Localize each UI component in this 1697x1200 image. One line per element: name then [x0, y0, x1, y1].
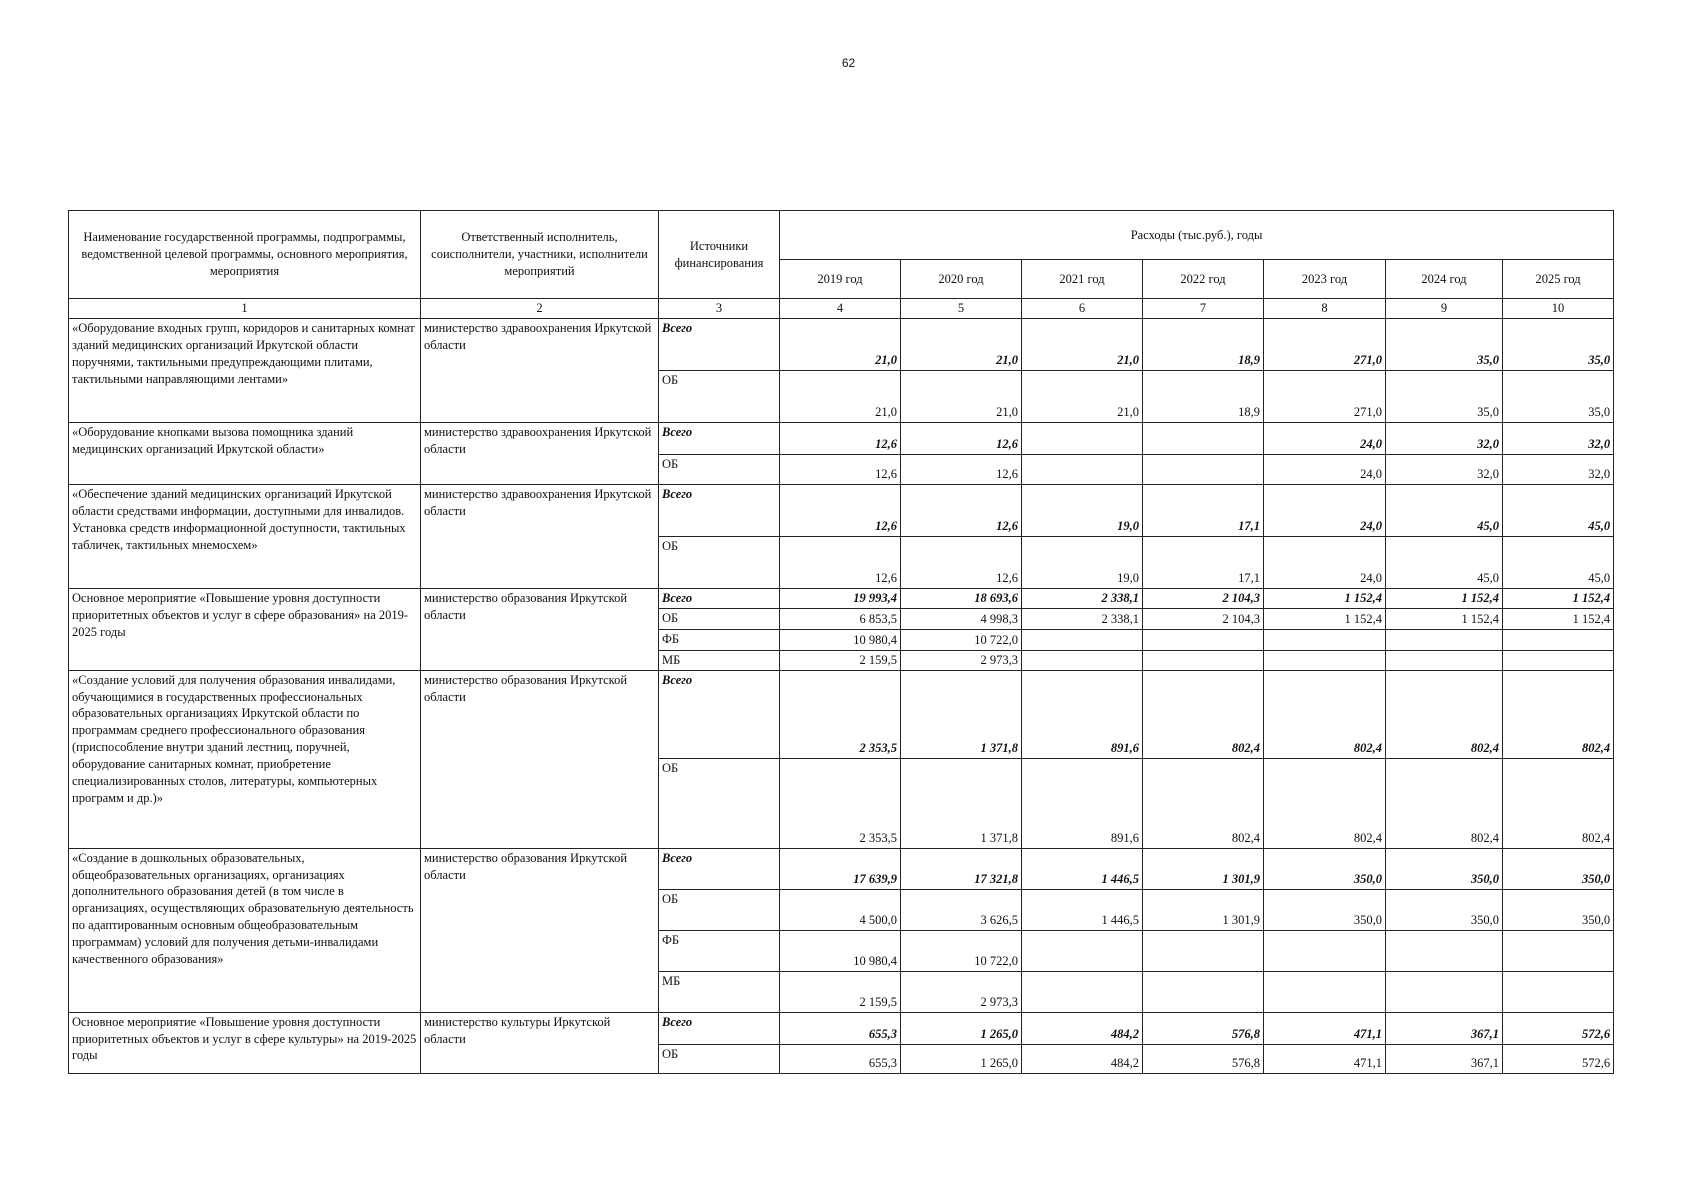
expense-value: 35,0 — [1503, 318, 1614, 370]
expense-value: 21,0 — [901, 370, 1022, 422]
expense-value: 484,2 — [1022, 1012, 1143, 1044]
expense-value: 12,6 — [780, 454, 901, 484]
funding-source: ФБ — [659, 930, 780, 971]
column-number: 2 — [421, 299, 659, 319]
expense-value: 1 152,4 — [1386, 588, 1503, 608]
expense-value — [1022, 422, 1143, 454]
expense-value: 802,4 — [1264, 670, 1386, 758]
expense-value: 32,0 — [1503, 454, 1614, 484]
expense-value — [1503, 971, 1614, 1012]
event-name: «Создание условий для получения образования инвалидами, обучающимися в государственных профессиональных образовательных организациях Иркутской области по программам среднего профессионального образования (приспособление внутри зданий лестниц, поручней, оборудование санитарных комнат, приобретение специализированных столов, литературы, компьютерных программ и др.)» — [69, 670, 421, 848]
expense-value: 12,6 — [780, 484, 901, 536]
expense-value: 32,0 — [1503, 422, 1614, 454]
expense-value: 35,0 — [1503, 370, 1614, 422]
executor: министерство здравоохранения Иркутской области — [421, 484, 659, 588]
expense-value: 350,0 — [1386, 848, 1503, 889]
expense-value: 2 338,1 — [1022, 588, 1143, 608]
expense-value: 35,0 — [1386, 370, 1503, 422]
expense-value: 1 152,4 — [1503, 588, 1614, 608]
expense-value: 350,0 — [1386, 889, 1503, 930]
header-year: 2021 год — [1022, 260, 1143, 299]
expense-value: 19,0 — [1022, 484, 1143, 536]
expense-value: 45,0 — [1386, 536, 1503, 588]
expense-value: 32,0 — [1386, 422, 1503, 454]
expense-value: 891,6 — [1022, 670, 1143, 758]
funding-source: МБ — [659, 650, 780, 670]
column-number: 10 — [1503, 299, 1614, 319]
header-expenses: Расходы (тыс.руб.), годы — [780, 211, 1614, 260]
event-name: «Создание в дошкольных образовательных, общеобразовательных организациях, организациях дополнительного образования детей (в том числе в организациях, осуществляющих образовательную деятельность по адаптированным основным общеобразовательным программам) условий для получения детьми-инвалидами качественного образования» — [69, 848, 421, 1012]
header-source-column: Источники финансирования — [659, 211, 780, 299]
expense-value: 17,1 — [1143, 484, 1264, 536]
table-row — [69, 422, 1614, 454]
expense-value: 10 722,0 — [901, 629, 1022, 650]
expense-value: 17 321,8 — [901, 848, 1022, 889]
expense-value: 35,0 — [1386, 318, 1503, 370]
expense-value: 1 301,9 — [1143, 889, 1264, 930]
executor: министерство образования Иркутской области — [421, 588, 659, 670]
expense-value: 19 993,4 — [780, 588, 901, 608]
event-name: «Оборудование кнопками вызова помощника зданий медицинских организаций Иркутской области» — [69, 422, 421, 484]
expense-value: 45,0 — [1503, 536, 1614, 588]
expense-value: 32,0 — [1386, 454, 1503, 484]
table-row — [69, 588, 1614, 608]
expense-value: 4 998,3 — [901, 608, 1022, 629]
expense-value — [1264, 971, 1386, 1012]
table-row — [69, 848, 1614, 889]
budget-table — [68, 210, 1614, 1074]
funding-source: Всего — [659, 318, 780, 370]
expense-value: 21,0 — [1022, 318, 1143, 370]
expense-value: 24,0 — [1264, 422, 1386, 454]
expense-value — [1264, 650, 1386, 670]
expense-value: 1 301,9 — [1143, 848, 1264, 889]
expense-value: 484,2 — [1022, 1044, 1143, 1073]
funding-source: ОБ — [659, 536, 780, 588]
table-row — [69, 1012, 1614, 1044]
expense-value: 21,0 — [780, 318, 901, 370]
expense-value — [1386, 650, 1503, 670]
expense-value: 21,0 — [901, 318, 1022, 370]
expense-value: 1 265,0 — [901, 1012, 1022, 1044]
expense-value: 572,6 — [1503, 1012, 1614, 1044]
funding-source: ОБ — [659, 1044, 780, 1073]
funding-source: Всего — [659, 670, 780, 758]
event-name: Основное мероприятие «Повышение уровня доступности приоритетных объектов и услуг в сфере образования» на 2019-2025 годы — [69, 588, 421, 670]
expense-value — [1503, 629, 1614, 650]
funding-source: Всего — [659, 1012, 780, 1044]
expense-value: 18 693,6 — [901, 588, 1022, 608]
expense-value: 19,0 — [1022, 536, 1143, 588]
expense-value: 10 722,0 — [901, 930, 1022, 971]
expense-value — [1143, 422, 1264, 454]
expense-value: 45,0 — [1386, 484, 1503, 536]
expense-value: 17,1 — [1143, 536, 1264, 588]
expense-value — [1143, 650, 1264, 670]
expense-value: 1 152,4 — [1264, 608, 1386, 629]
page-number: 62 — [841, 56, 856, 70]
column-number: 9 — [1386, 299, 1503, 319]
funding-source: Всего — [659, 422, 780, 454]
column-number: 1 — [69, 299, 421, 319]
executor: министерство здравоохранения Иркутской области — [421, 422, 659, 484]
header-year: 2025 год — [1503, 260, 1614, 299]
expense-value: 350,0 — [1264, 848, 1386, 889]
expense-value: 350,0 — [1503, 889, 1614, 930]
header-year: 2022 год — [1143, 260, 1264, 299]
expense-value: 1 265,0 — [901, 1044, 1022, 1073]
funding-source: МБ — [659, 971, 780, 1012]
expense-value — [1264, 629, 1386, 650]
expense-value: 10 980,4 — [780, 930, 901, 971]
expense-value: 802,4 — [1503, 670, 1614, 758]
table-row — [69, 670, 1614, 758]
expense-value: 12,6 — [780, 536, 901, 588]
column-number: 5 — [901, 299, 1022, 319]
expense-value: 367,1 — [1386, 1012, 1503, 1044]
expense-value: 802,4 — [1386, 758, 1503, 848]
header-year: 2020 год — [901, 260, 1022, 299]
expense-value: 1 152,4 — [1264, 588, 1386, 608]
expense-value: 802,4 — [1503, 758, 1614, 848]
expense-value — [1022, 629, 1143, 650]
expense-value: 802,4 — [1264, 758, 1386, 848]
expense-value: 18,9 — [1143, 370, 1264, 422]
expense-value: 655,3 — [780, 1012, 901, 1044]
expense-value — [1022, 930, 1143, 971]
column-number: 6 — [1022, 299, 1143, 319]
expense-value: 2 973,3 — [901, 971, 1022, 1012]
expense-value: 1 371,8 — [901, 670, 1022, 758]
executor: министерство образования Иркутской области — [421, 848, 659, 1012]
expense-value: 1 446,5 — [1022, 848, 1143, 889]
expense-value — [1022, 971, 1143, 1012]
expense-value: 802,4 — [1143, 758, 1264, 848]
column-number: 8 — [1264, 299, 1386, 319]
expense-value: 572,6 — [1503, 1044, 1614, 1073]
funding-source: Всего — [659, 848, 780, 889]
header-executor-column: Ответственный исполнитель, соисполнители, участники, исполнители мероприятий — [421, 211, 659, 299]
expense-value — [1143, 454, 1264, 484]
expense-value: 45,0 — [1503, 484, 1614, 536]
expense-value: 10 980,4 — [780, 629, 901, 650]
expense-value: 350,0 — [1264, 889, 1386, 930]
expense-value: 24,0 — [1264, 454, 1386, 484]
expense-value: 3 626,5 — [901, 889, 1022, 930]
expense-value — [1143, 629, 1264, 650]
header-name-column: Наименование государственной программы, подпрограммы, ведомственной целевой программы, основного мероприятия, мероприятия — [69, 211, 421, 299]
header-year: 2024 год — [1386, 260, 1503, 299]
expense-value: 21,0 — [780, 370, 901, 422]
expense-value: 18,9 — [1143, 318, 1264, 370]
expense-value: 655,3 — [780, 1044, 901, 1073]
expense-value: 12,6 — [901, 484, 1022, 536]
funding-source: ОБ — [659, 889, 780, 930]
expense-value: 2 353,5 — [780, 670, 901, 758]
expense-value: 21,0 — [1022, 370, 1143, 422]
expense-value: 24,0 — [1264, 536, 1386, 588]
funding-source: ФБ — [659, 629, 780, 650]
executor: министерство образования Иркутской области — [421, 670, 659, 848]
expense-value: 17 639,9 — [780, 848, 901, 889]
expense-value — [1386, 629, 1503, 650]
expense-value: 2 973,3 — [901, 650, 1022, 670]
expense-value — [1143, 971, 1264, 1012]
expense-value: 471,1 — [1264, 1012, 1386, 1044]
funding-source: Всего — [659, 588, 780, 608]
expense-value: 12,6 — [780, 422, 901, 454]
event-name: «Оборудование входных групп, коридоров и санитарных комнат зданий медицинских организаций Иркутской области поручнями, тактильными предупреждающими плитами, тактильными направляющими лентами» — [69, 318, 421, 422]
funding-source: Всего — [659, 484, 780, 536]
expense-value: 12,6 — [901, 536, 1022, 588]
expense-value: 6 853,5 — [780, 608, 901, 629]
expense-value — [1386, 930, 1503, 971]
expense-value: 24,0 — [1264, 484, 1386, 536]
funding-source: ОБ — [659, 370, 780, 422]
expense-value: 367,1 — [1386, 1044, 1503, 1073]
expense-value: 1 152,4 — [1386, 608, 1503, 629]
funding-source: ОБ — [659, 454, 780, 484]
funding-source: ОБ — [659, 758, 780, 848]
column-number: 4 — [780, 299, 901, 319]
expense-value — [1022, 454, 1143, 484]
expense-value — [1503, 650, 1614, 670]
expense-value: 4 500,0 — [780, 889, 901, 930]
expense-value: 2 104,3 — [1143, 588, 1264, 608]
expense-value: 802,4 — [1386, 670, 1503, 758]
event-name: «Обеспечение зданий медицинских организаций Иркутской области средствами информации, доступными для инвалидов. Установка средств информационной доступности, тактильных табличек, тактильных мнемосхем» — [69, 484, 421, 588]
expense-value — [1143, 930, 1264, 971]
expense-value: 1 152,4 — [1503, 608, 1614, 629]
column-number: 3 — [659, 299, 780, 319]
column-number: 7 — [1143, 299, 1264, 319]
funding-source: ОБ — [659, 608, 780, 629]
expense-value: 2 159,5 — [780, 971, 901, 1012]
expense-value: 471,1 — [1264, 1044, 1386, 1073]
table-body — [69, 318, 1614, 1073]
expense-value: 271,0 — [1264, 318, 1386, 370]
expense-value: 12,6 — [901, 454, 1022, 484]
expense-value — [1022, 650, 1143, 670]
expense-value: 576,8 — [1143, 1012, 1264, 1044]
expense-value: 1 371,8 — [901, 758, 1022, 848]
expense-value — [1503, 930, 1614, 971]
expense-value: 271,0 — [1264, 370, 1386, 422]
expense-value: 576,8 — [1143, 1044, 1264, 1073]
expense-value: 1 446,5 — [1022, 889, 1143, 930]
expense-value: 350,0 — [1503, 848, 1614, 889]
table-row — [69, 318, 1614, 370]
expense-value: 891,6 — [1022, 758, 1143, 848]
expense-value: 802,4 — [1143, 670, 1264, 758]
header-year: 2019 год — [780, 260, 901, 299]
expense-value — [1386, 971, 1503, 1012]
table-row — [69, 484, 1614, 536]
executor: министерство культуры Иркутской области — [421, 1012, 659, 1073]
expense-value: 2 104,3 — [1143, 608, 1264, 629]
expense-value — [1264, 930, 1386, 971]
event-name: Основное мероприятие «Повышение уровня доступности приоритетных объектов и услуг в сфере культуры» на 2019-2025 годы — [69, 1012, 421, 1073]
expense-value: 2 338,1 — [1022, 608, 1143, 629]
expense-value: 12,6 — [901, 422, 1022, 454]
expense-value: 2 159,5 — [780, 650, 901, 670]
header-year: 2023 год — [1264, 260, 1386, 299]
expense-value: 2 353,5 — [780, 758, 901, 848]
table-header — [69, 211, 1614, 319]
executor: министерство здравоохранения Иркутской области — [421, 318, 659, 422]
